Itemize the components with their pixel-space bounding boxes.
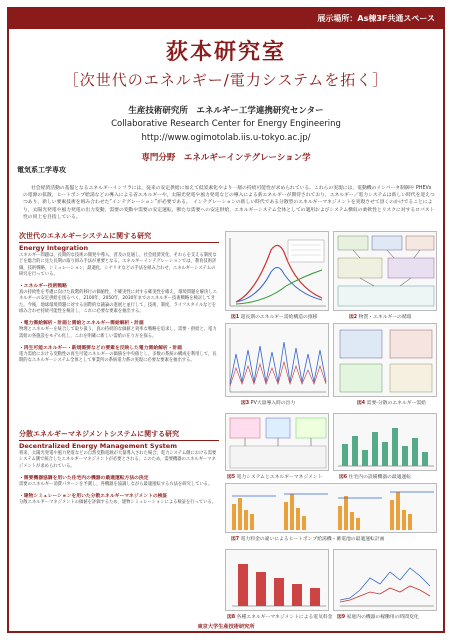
section-body: エネルギー問題は，長期的な技術の開発や導入，普及の見通し，社会経済変化，それらを支える制度などを総合的に見た長期の取り組み手法が重要となる。エネルギーインテグレーションでは，教育技術評価，技術戦略，シミュレーション，最適化，シナリオなどの手法を組み合わせ，エネルギーシステムの研究を行っている。 xyxy=(19,253,217,277)
section-decentralized-ems xyxy=(19,429,219,506)
intro-paragraph: 社会経済活動の基盤となるエネルギーインフラには，従来の安定供給に加えて低炭素化やより一層の持続可能性が求められている。これらの実現には，電動機のインバータ制御や PHEVs の電源の拡散，ヒートポンプ給湯などの導入による省エネルギーや，太陽光発電や風力発電などの導入による新エネルギーが期待されており，エネルギー／電力システムは新しい時代を迎えつつあり，新しい要素技術を組み合わせた“インテグレーション”が必要である。 インテグレーションの新しい時代である分散型のエネルギーマネジメントを実現させて頂くのかけでることにより，太陽光発電や風力発電の出力変動，需要の変動や需要の安定運転，断たな需要への安定供給，エネルギーシステム全体としての適用およびシステム横収の柔軟性とリスクに対するロバスト性の同上を目指している。 xyxy=(23,186,435,220)
figure-caption: 図4 需要-分散のエネルギー需給 xyxy=(357,401,426,406)
lab-title: 荻本研究室 xyxy=(165,40,286,65)
item-head: ・エネルギー技術戦略 xyxy=(19,284,67,290)
section-energy-integration xyxy=(19,231,219,365)
lab-url: http://www.ogimotolab.iis.u-tokyo.ac.jp/ xyxy=(141,133,311,143)
section-subtitle: Energy Integration xyxy=(19,244,89,252)
section-subtitle: Decentralized Energy Management System xyxy=(19,442,177,450)
institute-jp: 生産技術研究所 エネルギー工学連携研究センター xyxy=(128,106,324,116)
item-head: ・需要機器協調を用いた住宅内の機器の最適運転方法の決定 xyxy=(19,475,149,481)
section-title: 分散エネルギーマネジメントシステムに関する研究 xyxy=(19,429,219,441)
department: 電気系工学専攻 xyxy=(17,166,66,174)
institute-en: Collaborative Research Center for Energy Engineering xyxy=(111,119,341,129)
location-banner: 展示場所：As棟3F共通スペース xyxy=(9,9,443,29)
figure-energy-structure xyxy=(225,231,329,311)
lab-subtitle: ［次世代のエネルギー/電力システムを拓く］ xyxy=(63,71,389,89)
figure-appliance-usage xyxy=(333,549,437,611)
item-body: 電力需給における変動性の再生可能エネルギーの価値を中央値とし，多数の系統の構成を利用して，長期的なエネルギーシステム全体として事業所の系統電力系の実現に必要な要素を抽出する。 xyxy=(19,351,217,364)
figure-caption: 図9 家庭内の機器の稼働用の時間変化 xyxy=(337,615,419,620)
section-title: 次世代のエネルギーシステムに関する研究 xyxy=(19,231,219,243)
figure-caption: 図7 電力料金の違いによるヒートポンプ給湯機・蓄電池の最適運転計画 xyxy=(231,537,385,542)
figure-caption: 図2 物質・エネルギーの循環 xyxy=(349,315,412,320)
footer-institution: 東京大学生産技術研究所 xyxy=(197,624,255,630)
item-body: 分散エネルギーマネジメントの価値を評価するため，建物シミュレーションによる検証を行っている。 xyxy=(19,500,217,506)
poster xyxy=(7,7,445,633)
item-body: 真の持続性を考慮に向けた段階的移行の価値性，不確実性に対する確実性を確え，環境問題を解決しエネルギーの安定供給を図るべく，2100年，2050年，2030年までのエネルギー技術戦略を検討してきた。今後，地球環境問題に対する国際的な議論の進展と並行して，技術，制度，ライフスタイルなどを組み合わせ持続可能性を検討し，これに必要な要素を抽出する。 xyxy=(19,290,217,315)
figure-caption: 図1 超長期のエネルギー需給構造の推移 xyxy=(231,315,318,320)
item-head: ・再生可能エネルギー・新規需要などの要素を反映した電力需給解析・計画 xyxy=(19,345,183,351)
item-head: ・電力需給解析・計画と需給とエネルギー需給解析・計画 xyxy=(19,321,144,327)
item-body: 需要のエネルギー消費パターンを予測し，各機器を協調しながら最適運転する方法を研究している。 xyxy=(19,481,213,487)
figure-home-equipment xyxy=(333,413,437,471)
figure-caption: 図8 各種エネルギーマネジメントによる電気料金 xyxy=(227,615,333,620)
figure-heatpump-schedule xyxy=(225,483,437,533)
figure-pv-output xyxy=(225,323,329,397)
figure-caption: 図6 住宅内の設備機器の最適運転 xyxy=(339,475,412,480)
item-body: 物理とエネルギーを統合して取り扱う，真の持続的な価値と効率な戦略を追求し，需要・供給と，電力需給の各施設をモデル化し，これを明確に新しい需給の在り方を探る。 xyxy=(19,327,217,339)
figure-supply-demand xyxy=(333,323,437,397)
figure-electricity-cost xyxy=(225,549,329,611)
item-head: ・建物シミュレーションを用いた分散エネルギーマネジメントの検証 xyxy=(19,494,168,500)
research-field: 専門分野 エネルギーインテグレーション学 xyxy=(141,153,311,163)
figure-caption: 図3 PV大量導入時の出力 xyxy=(241,401,296,406)
figure-ems xyxy=(225,413,329,471)
section-body: 将来，太陽光発電や風力発電などの自然変動電源が大量導入された場合，電力システム側における需要システム側で統合したエネルギーマネジメントが必要とされる。このため，需要機器のエネルギーマネジメントが求められている。 xyxy=(19,451,217,469)
figure-caption: 図5 電力システムとエネルギーマネジメント xyxy=(227,475,323,480)
figure-material-cycle xyxy=(333,231,437,311)
